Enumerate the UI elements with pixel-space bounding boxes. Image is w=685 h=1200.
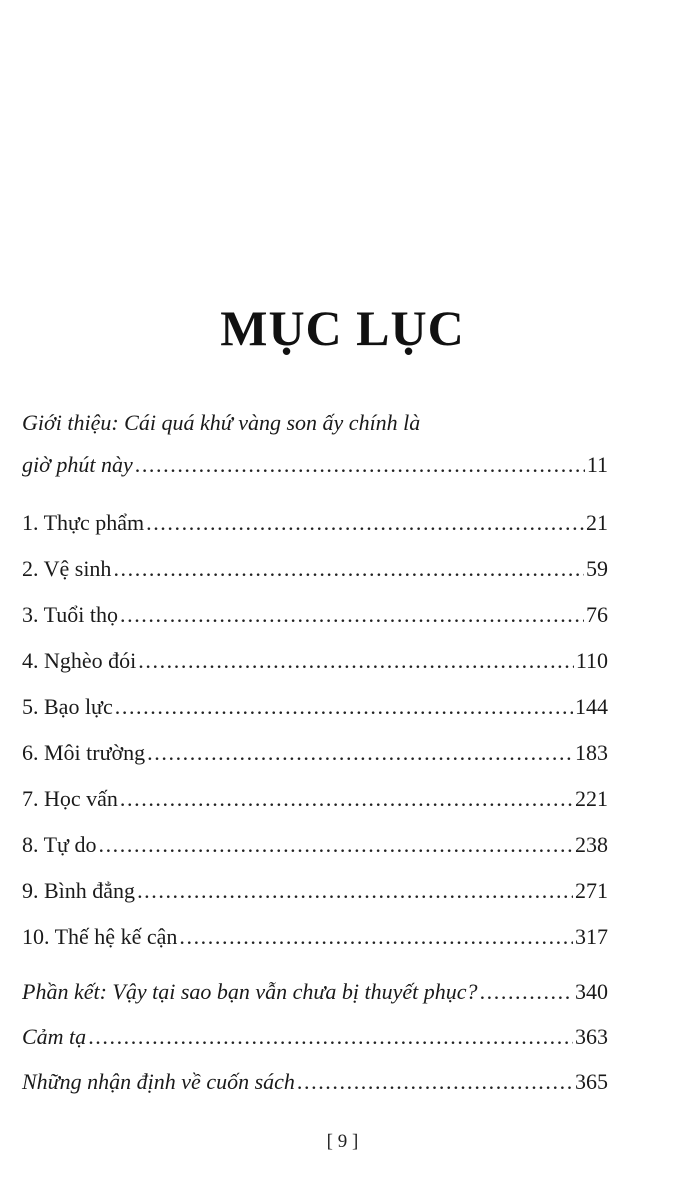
toc-entry-page: 365 bbox=[575, 1069, 608, 1094]
dot-leader bbox=[138, 646, 574, 676]
toc-entry-page: 110 bbox=[575, 648, 608, 673]
toc-entry-chapter bbox=[22, 692, 608, 722]
toc-entry-page: 183 bbox=[575, 740, 608, 765]
dot-leader bbox=[88, 1022, 573, 1052]
toc-entry-label: 2. Vệ sinh bbox=[22, 556, 112, 581]
page-title: MỤC LỤC bbox=[220, 300, 465, 356]
toc-entry-chapter bbox=[22, 738, 608, 768]
toc-entry-page: 11 bbox=[586, 452, 608, 477]
toc-entry-label: 7. Học vấn bbox=[22, 786, 118, 811]
dot-leader bbox=[98, 830, 573, 860]
toc-entry-label: Phần kết: Vậy tại sao bạn vẫn chưa bị thuyết phục? bbox=[22, 979, 478, 1004]
toc-entry-page: 76 bbox=[586, 602, 608, 627]
toc-entry-label: 10. Thế hệ kế cận bbox=[22, 924, 178, 949]
toc-entry-label: 8. Tự do bbox=[22, 832, 97, 857]
toc-entry-label: Những nhận định về cuốn sách bbox=[22, 1069, 295, 1094]
toc-entry-chapter bbox=[22, 554, 608, 584]
dot-leader bbox=[120, 784, 573, 814]
toc-entry-page: 317 bbox=[575, 924, 608, 949]
page-number: [ 9 ] bbox=[326, 1131, 359, 1152]
toc-entry-chapter bbox=[22, 646, 608, 676]
dot-leader bbox=[115, 692, 573, 722]
toc-entry-chapter bbox=[22, 508, 608, 538]
toc-entry-back-matter bbox=[22, 977, 608, 1007]
toc-entry-label: 6. Môi trường bbox=[22, 740, 146, 765]
dot-leader bbox=[113, 554, 584, 584]
dot-leader bbox=[135, 450, 585, 480]
dot-leader bbox=[146, 508, 584, 538]
toc-entry-label: Cảm tạ bbox=[22, 1024, 87, 1049]
toc-entry-label: 4. Nghèo đói bbox=[22, 648, 137, 673]
dot-leader bbox=[297, 1067, 573, 1097]
toc-entry-chapter bbox=[22, 922, 608, 952]
dot-leader bbox=[137, 876, 573, 906]
toc-entry-page: 238 bbox=[575, 832, 608, 857]
toc-entry-intro bbox=[22, 450, 608, 480]
toc-entry-page: 144 bbox=[575, 694, 608, 719]
toc-entry-label: 9. Bình đẳng bbox=[22, 878, 136, 903]
dot-leader bbox=[147, 738, 573, 768]
toc-entry-chapter bbox=[22, 876, 608, 906]
dot-leader bbox=[179, 922, 573, 952]
toc-entry-chapter bbox=[22, 830, 608, 860]
toc-entry-page: 21 bbox=[586, 510, 608, 535]
dot-leader bbox=[480, 977, 573, 1007]
toc-entry-page: 271 bbox=[575, 878, 608, 903]
toc-entry-label: giờ phút này bbox=[22, 452, 133, 477]
dot-leader bbox=[120, 600, 584, 630]
toc-entry-page: 363 bbox=[575, 1024, 608, 1049]
toc-entry-label: 1. Thực phẩm bbox=[22, 510, 145, 535]
toc-intro-line1: Giới thiệu: Cái quá khứ vàng son ấy chính là bbox=[22, 410, 421, 435]
toc-entry-label: 5. Bạo lực bbox=[22, 694, 113, 719]
toc-entry-chapter bbox=[22, 784, 608, 814]
toc-entry-page: 340 bbox=[575, 979, 608, 1004]
toc-entry-page: 221 bbox=[575, 786, 608, 811]
toc-entry-page: 59 bbox=[586, 556, 608, 581]
toc-entry-label: 3. Tuổi thọ bbox=[22, 602, 118, 627]
toc-entry-back-matter bbox=[22, 1022, 608, 1052]
toc-entry-chapter bbox=[22, 600, 608, 630]
toc-entry-back-matter bbox=[22, 1067, 608, 1097]
